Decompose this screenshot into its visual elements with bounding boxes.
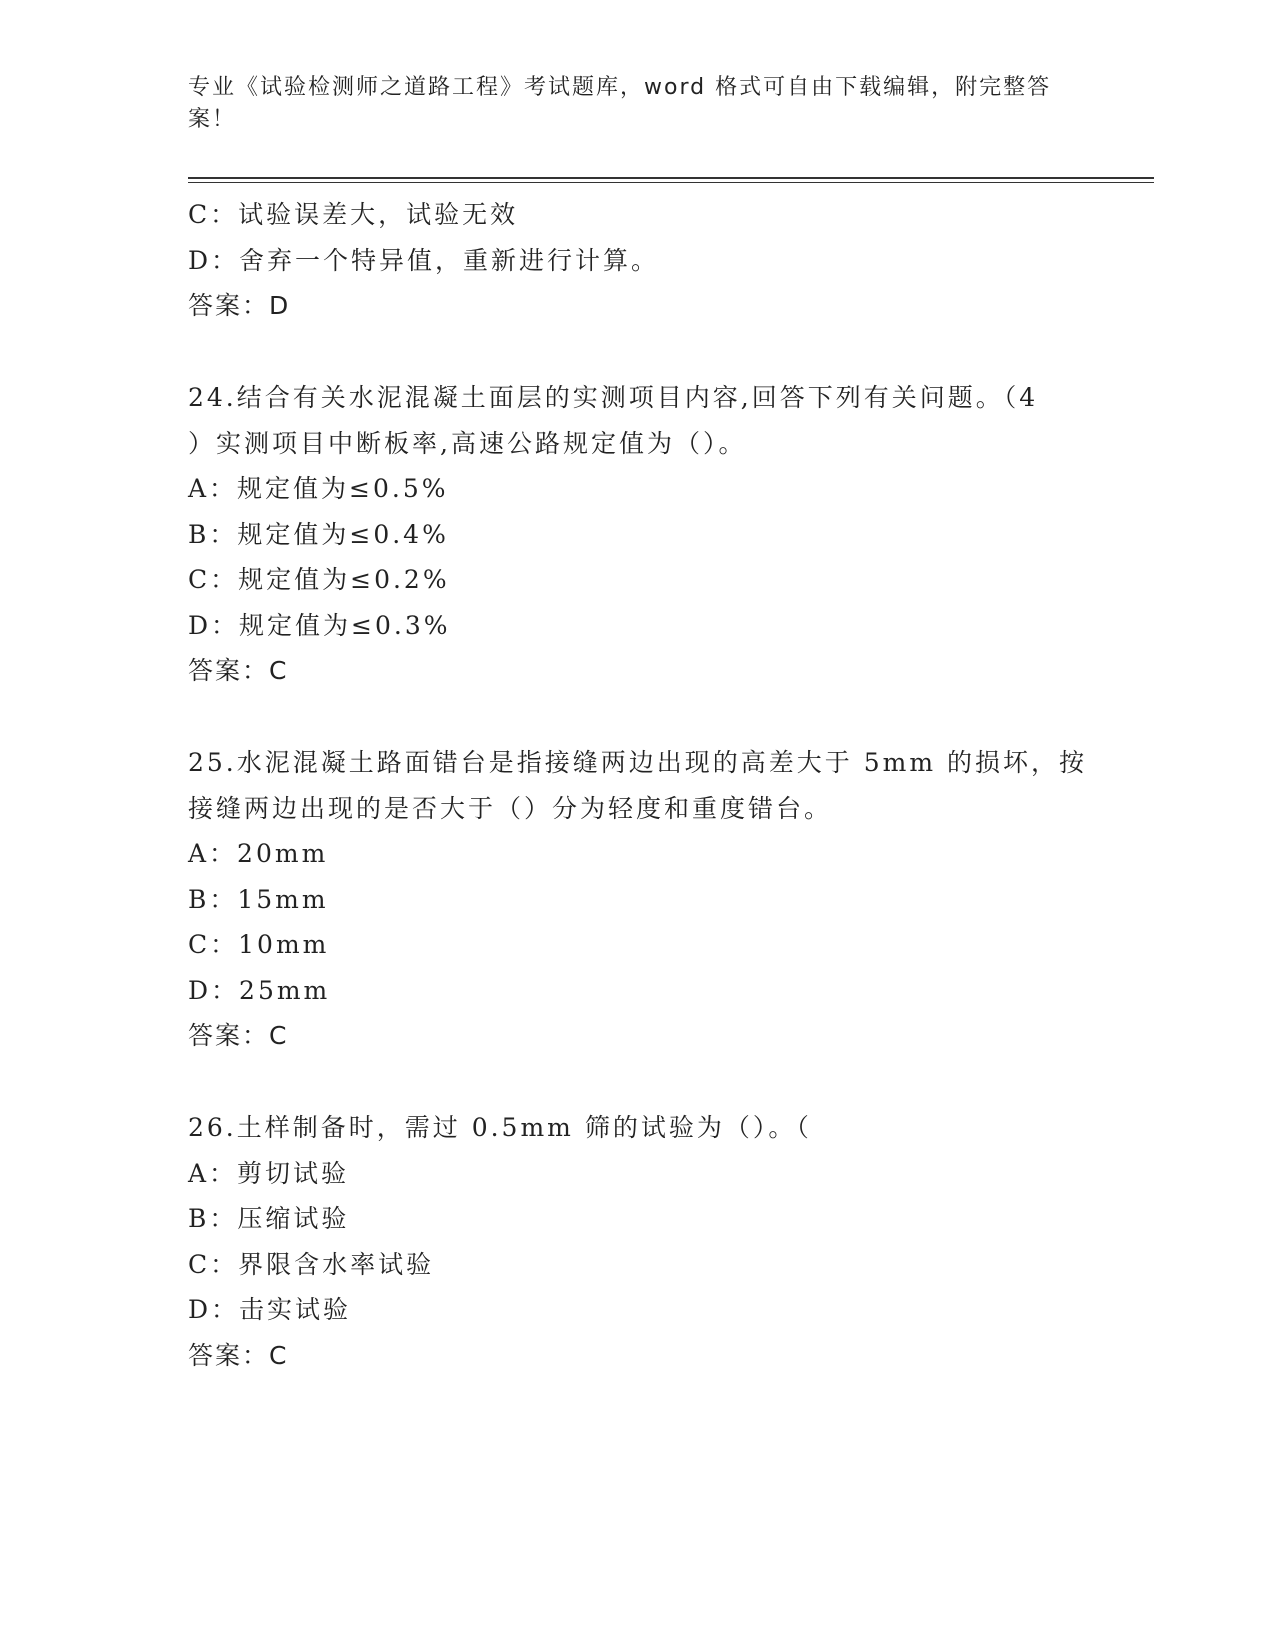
answer-line: 答案：C: [188, 1340, 289, 1370]
option-c: C：10mm: [188, 930, 330, 959]
option-d: D：击实试验: [188, 1295, 352, 1324]
spacer: [188, 694, 1088, 740]
answer-line: 答案：C: [188, 1021, 289, 1050]
question-block-25: [188, 740, 1088, 1059]
answer-line: 答案：D: [188, 291, 291, 320]
answer-line: 答案：C: [188, 656, 289, 685]
header-divider-thin: [188, 182, 1154, 183]
option-b: B：压缩试验: [188, 1204, 350, 1233]
spacer: [188, 1059, 1088, 1105]
question-stem-line-2: ）实测项目中断板率,高速公路规定值为（）。: [188, 428, 747, 458]
header-line-2: 案！: [188, 107, 237, 132]
question-stem-line-2: 接缝两边出现的是否大于（）分为轻度和重度错台。: [188, 793, 833, 823]
question-stem-line-1: 25.水泥混凝土路面错台是指接缝两边出现的高差大于 5mm 的损坏，按: [188, 748, 1087, 777]
option-d: D：25mm: [188, 975, 331, 1005]
option-a: A：20mm: [188, 839, 329, 868]
option-b: B：15mm: [188, 884, 329, 914]
option-c: C：规定值为≤0.2%: [188, 565, 450, 594]
question-block-23: [188, 192, 1088, 329]
question-block-24: [188, 375, 1088, 694]
question-list: [188, 192, 1088, 1379]
option-d: D：舍弃一个特异值，重新进行计算。: [188, 245, 660, 275]
option-d: D：规定值为≤0.3%: [188, 610, 451, 640]
question-stem-line-1: 24.结合有关水泥混凝土面层的实测项目内容,回答下列有关问题。（4: [188, 383, 1039, 412]
header-divider-thick: [188, 177, 1154, 179]
option-c: C：试验误差大，试验无效: [188, 200, 519, 229]
option-a: A：剪切试验: [188, 1158, 350, 1188]
option-b: B：规定值为≤0.4%: [188, 519, 449, 549]
document-header: [188, 72, 1068, 136]
header-line-1: 专业《试验检测师之道路工程》考试题库，word 格式可自由下载编辑，附完整答: [188, 75, 1052, 100]
question-stem-line-1: 26.土样制备时，需过 0.5mm 筛的试验为（）。（: [188, 1113, 812, 1142]
question-block-26: [188, 1105, 1088, 1379]
option-c: C：界限含水率试验: [188, 1249, 435, 1279]
option-a: A：规定值为≤0.5%: [188, 474, 449, 503]
spacer: [188, 329, 1088, 375]
